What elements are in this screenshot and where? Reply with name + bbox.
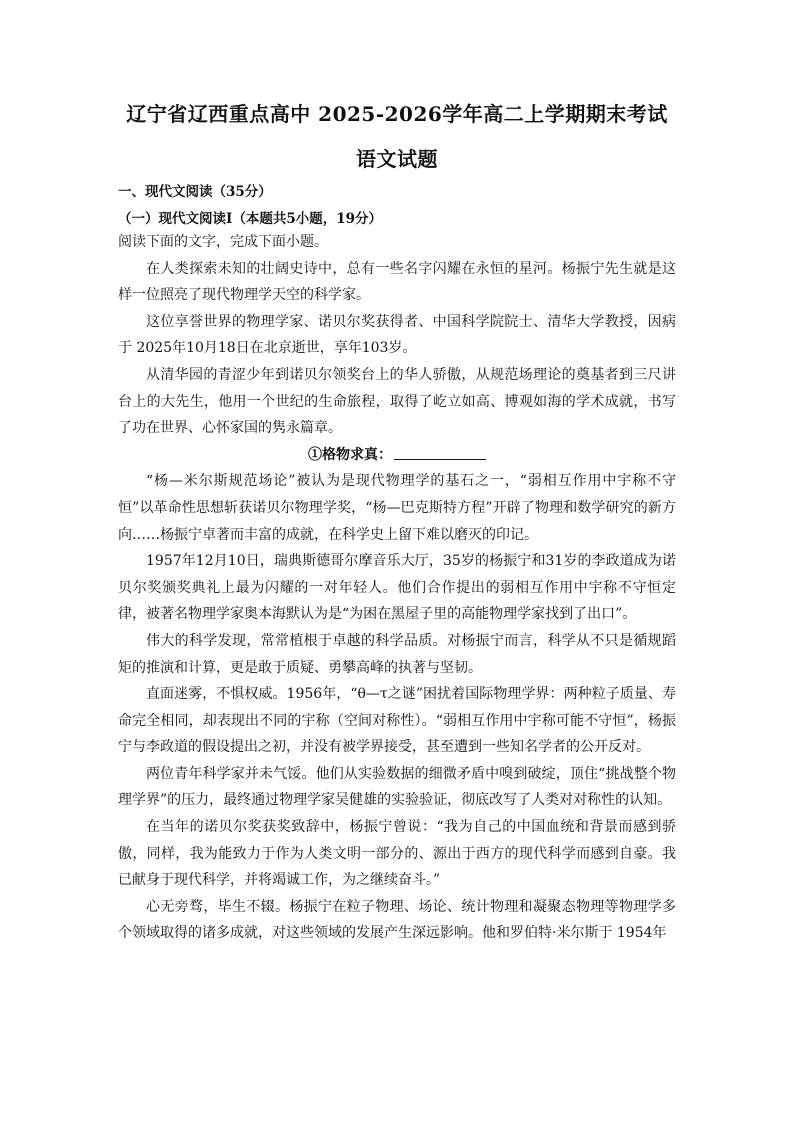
subheading-text: ①格物求真： — [308, 446, 392, 463]
answer-blank[interactable] — [394, 445, 486, 460]
paragraph: 从清华园的青涩少年到诺贝尔领奖台上的华人骄傲，从规范场理论的奠基者到三尺讲台上的大先生，他用一个世纪的生命旅程，取得了屹立如高、博观如海的学术成就，书写了功在世界、心怀家国的隽永篇章。 — [118, 366, 676, 437]
exam-title: 辽宁省辽西重点高中 2025-2026学年高二上学期期末考试 — [126, 102, 668, 126]
paragraph: 在人类探索未知的壮阔史诗中，总有一些名字闪耀在永恒的星河。杨振宁先生就是这样一位照亮了现代物理学天空的科学家。 — [118, 260, 676, 304]
paragraph: “杨—米尔斯规范场论”被认为是现代物理学的基石之一，“弱相互作用中宇称不守恒”以革命性思想斩获诺贝尔物理学奖，“杨—巴克斯特方程”开辟了物理和数学研究的新方向……杨振宁卓著而丰富的成就，在科学史上留下难以磨灭的印记。 — [118, 473, 676, 543]
paragraph: 两位青年科学家并未气馁。他们从实验数据的细微矛盾中嗅到破绽，顶住“挑战整个物理学界”的压力，最终通过物理学家吴健雄的实验验证，彻底改写了人类对对称性的认知。 — [118, 765, 676, 809]
paragraph: 1957年12月10日，瑞典斯德哥尔摩音乐大厅，35岁的杨振宁和31岁的李政道成为诺贝尔奖颁奖典礼上最为闪耀的一对年轻人。他们合作提出的弱相互作用中宇称不守恒定律，被著名物理学家奥本海默认为是“为困在黑屋子里的高能物理学家找到了出口”。 — [118, 553, 676, 623]
paragraph: 伟大的科学发现，常常植根于卓越的科学品质。对杨振宁而言，科学从不只是循规蹈矩的推演和计算，更是敢于质疑、勇攀高峰的执著与坚韧。 — [118, 632, 676, 676]
subsection-heading: （一）现代文阅读Ⅰ（本题共5小题，19分） — [118, 211, 382, 227]
paragraph: 在当年的诺贝尔奖获奖致辞中，杨振宁曾说：“我为自己的中国血统和背景而感到骄傲，同样，我为能致力于作为人类文明一部分的、源出于西方的现代科学而感到自豪。我已献身于现代科学，并将竭诚工作，为之继续奋斗。” — [118, 819, 676, 889]
exam-subject-title: 语文试题 — [356, 147, 438, 171]
section-heading: 一、现代文阅读（35分） — [118, 184, 272, 200]
paragraph: 直面迷雾，不惧权威。1956年，“θ—τ之谜”困扰着国际物理学界：两种粒子质量、寿命完全相同，却表现出不同的宇称（空间对称性）。“弱相互作用中宇称可能不守恒”，杨振宁与李政道的假设提出之初，并没有被学界接受，甚至遭到一些知名学者的公开反对。 — [118, 686, 676, 756]
paragraph: 心无旁骛，毕生不辍。杨振宁在粒子物理、场论、统计物理和凝聚态物理等物理学多个领域取得的诸多成就，对这些领域的发展产生深远影响。他和罗伯特·米尔斯于 1954年 — [118, 898, 676, 942]
passage-body — [118, 229, 676, 947]
instruction-text: 阅读下面的文字，完成下面小题。 — [118, 234, 328, 250]
passage-subheading — [118, 442, 676, 469]
paragraph: 这位享誉世界的物理学家、诺贝尔奖获得者、中国科学院院士、清华大学教授，因病于 2025年10月18日在北京逝世，享年103岁。 — [118, 313, 676, 357]
